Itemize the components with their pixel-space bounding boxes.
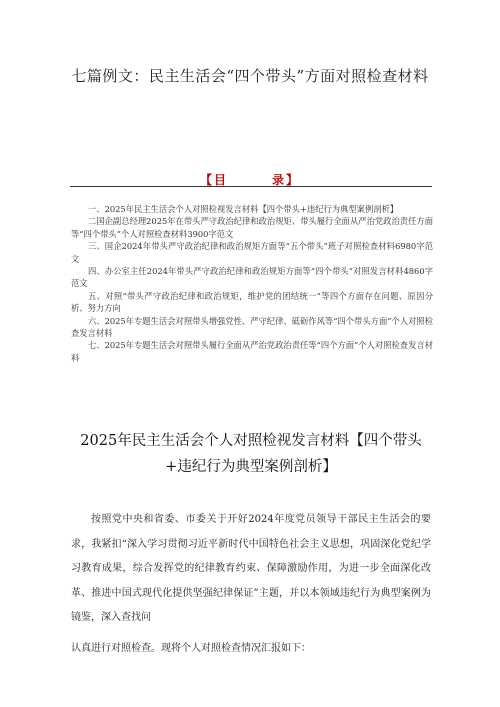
toc-link-5[interactable]: 五、对照“带头严守政治纪律和政治规矩，维护党的团结统一”等四个方面存在问题、原因分析、努力方向 [71, 290, 433, 314]
toc-link-4[interactable]: 四、办公室主任2024年带头严守政治纪律和政治规矩方面等“四个带头”对照发言材料4860字范文 [71, 266, 433, 289]
toc-link-6[interactable]: 六、2025年专题生活会对照带头增强党性、严守纪律、砥砺作风等“四个带头方面”个人对照检查发言材料 [71, 315, 433, 339]
toc-divider [70, 186, 432, 187]
toc-item-6[interactable] [71, 315, 433, 340]
toc-link-2[interactable]: 二国企副总经理2025年在带头严守政治纪律和政治规矩、带头履行全面从严治党政治责任方面等“四个带头”个人对照检查材料3900字范文 [71, 216, 433, 239]
toc-item-1[interactable] [71, 203, 433, 215]
section-heading: 2025年民主生活会个人对照检视发言材料【四个带头+违纪行为典型案例剖析】 [80, 433, 422, 475]
document-title: 七篇例文：民主生活会“四个带头”方面对照检查材料 [71, 67, 429, 85]
toc-link-3[interactable]: 三、国企2024年带头严守政治纪律和政治规矩方面等“五个带头”班子对照检查材料6980字范文 [71, 241, 433, 264]
toc-item-7[interactable] [71, 339, 433, 364]
toc-link-1[interactable]: 一、2025年民主生活会个人对照检视发言材料【四个带头+违纪行为典型案例剖析】 [88, 204, 399, 214]
toc-item-5[interactable] [71, 290, 433, 315]
toc-heading-left: 【目 [199, 173, 228, 187]
body-paragraph: 按照党中央和省委、市委关于开好2024年度党员领导干部民主生活会的要求，我紧扣“深入学习贯彻习近平新时代中国特色社会主义思想，巩固深化党纪学习教育成果，综合发挥党的纪律教育约束、保障激励作用，为进一步全面深化改革、推进中国式现代化提供坚强纪律保证”主题，并以本领域违纪行为典型案例为镜鉴，深入查找问 [71, 514, 431, 624]
toc-item-4[interactable] [71, 265, 433, 290]
toc-item-3[interactable] [71, 240, 433, 265]
table-of-contents [71, 203, 433, 364]
body-paragraph-continuation: 认真进行对照检查。现将个人对照检查情况汇报如下： [71, 643, 311, 654]
toc-item-2[interactable] [71, 215, 433, 240]
toc-heading-right: 录】 [272, 173, 301, 187]
toc-link-7[interactable]: 七、2025年专题生活会对照带头履行全面从严治党政治责任等“四个方面”个人对照检查发言材料 [71, 340, 433, 363]
